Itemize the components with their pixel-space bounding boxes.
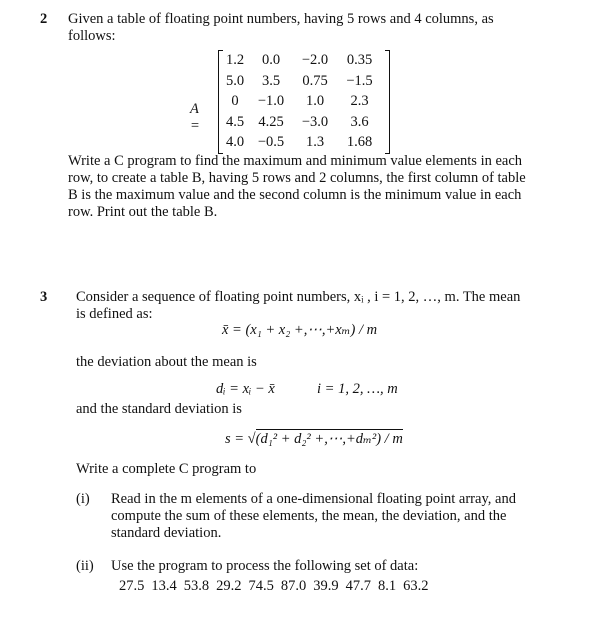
matrix-cell: 3.5 xyxy=(261,72,281,89)
q2-task-line: row, to create a table B, having 5 rows and 2 columns, the first column of table xyxy=(68,170,526,186)
matrix-cell: 4.0 xyxy=(225,134,245,150)
matrix-row xyxy=(219,71,389,92)
matrix-cell: −1.5 xyxy=(346,72,373,89)
q2-task-line: row. Print out the table B. xyxy=(68,204,218,220)
data-value: 63.2 xyxy=(403,578,429,594)
std-formula-radicand: (d₁² + d₂² +,⋯,+dₘ²) / m xyxy=(255,431,403,447)
question-number-3: 3 xyxy=(40,289,48,305)
deviation-range: i = 1, 2, …, m xyxy=(317,381,398,397)
q2-task-line: Write a C program to find the maximum and minimum value elements in each xyxy=(68,153,523,169)
matrix-cell: 2.3 xyxy=(350,93,369,109)
data-value: 39.9 xyxy=(313,578,339,594)
matrix-row xyxy=(219,112,389,133)
matrix-body xyxy=(218,50,390,154)
matrix-cell: 4.25 xyxy=(258,113,284,130)
matrix-row xyxy=(219,50,389,71)
data-values xyxy=(119,578,436,595)
q2-intro-line: Given a table of floating point numbers, having 5 rows and 4 columns, as xyxy=(68,11,494,27)
matrix-cell: 4.5 xyxy=(225,113,245,130)
data-value: 87.0 xyxy=(280,578,307,594)
matrix-cell: −2.0 xyxy=(301,52,329,68)
q2-task xyxy=(68,153,530,221)
write-text: Write a complete C program to xyxy=(76,461,257,477)
mean-formula: x̄ = (x₁ + x₂ +,⋯,+xₘ) / m xyxy=(222,322,378,338)
matrix-cell: 1.68 xyxy=(346,134,373,150)
q2-intro xyxy=(68,11,528,45)
matrix-cell: 0 xyxy=(231,93,239,109)
matrix-cell: 3.6 xyxy=(350,113,369,130)
item-i-line: compute the sum of these elements, the mean, the deviation, and the xyxy=(111,508,507,524)
matrix-cell: 0.75 xyxy=(302,72,328,89)
matrix-cell: 0.35 xyxy=(346,52,373,68)
deviation-text: the deviation about the mean is xyxy=(76,354,257,370)
item-ii-text: Use the program to process the following set of data: xyxy=(111,558,419,574)
std-formula xyxy=(225,431,403,448)
data-value: 8.1 xyxy=(378,578,397,594)
matrix-cell: 1.3 xyxy=(305,134,325,150)
item-label-i: (i) xyxy=(76,491,90,507)
std-text: and the standard deviation is xyxy=(76,401,242,417)
data-value: 53.8 xyxy=(183,578,210,594)
deviation-formula: dᵢ = xᵢ − x̄ xyxy=(216,381,275,397)
q2-intro-line: follows: xyxy=(68,28,116,44)
question-number-2: 2 xyxy=(40,11,48,27)
std-formula-prefix: s = √ xyxy=(225,431,256,447)
matrix-cell: 5.0 xyxy=(225,72,245,89)
data-value: 47.7 xyxy=(345,578,371,594)
item-i-text xyxy=(111,491,526,542)
item-i-line: Read in the m elements of a one-dimensional floating point array, and xyxy=(111,491,516,507)
matrix-cell: 1.2 xyxy=(225,52,245,68)
matrix-cell: 0.0 xyxy=(261,52,281,68)
matrix-cell: −3.0 xyxy=(301,113,329,130)
q2-task-line: B is the maximum value and the second column is the minimum value in each xyxy=(68,187,522,203)
data-value: 29.2 xyxy=(216,578,242,594)
matrix-row xyxy=(219,132,389,153)
data-value: 27.5 xyxy=(119,578,145,594)
matrix-cell: −1.0 xyxy=(257,93,285,109)
q3-intro xyxy=(76,289,528,323)
matrix-label: A = xyxy=(190,101,200,134)
data-value: 13.4 xyxy=(151,578,177,594)
matrix-row xyxy=(219,91,389,112)
item-i-line: standard deviation. xyxy=(111,525,222,541)
data-value: 74.5 xyxy=(248,578,274,594)
matrix-cell: −0.5 xyxy=(257,134,285,150)
matrix-cell: 1.0 xyxy=(305,93,325,109)
item-label-ii: (ii) xyxy=(76,558,94,574)
q3-intro-line: Consider a sequence of floating point numbers, xᵢ , i = 1, 2, …, m. The mean xyxy=(76,289,521,305)
q3-intro-line: is defined as: xyxy=(76,306,153,322)
